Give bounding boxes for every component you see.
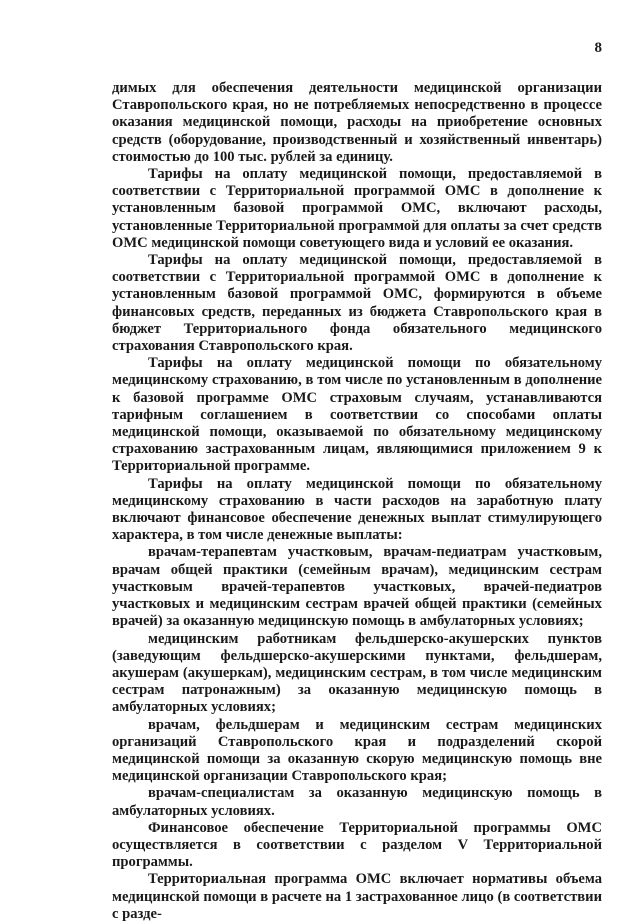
paragraph-additional-tariffs-expenses: Тарифы на оплату медицинской помощи, предоставляемой в соответствии с Территориальной программой ОМС в дополнение к установленным базовой программой ОМС, включают расходы, установленные Территориальной программой для оплаты за счет средств ОМС медицинской помощи советующего вида и условий ее оказания.: [112, 166, 602, 251]
paragraph-continuation: димых для обеспечения деятельности медицинской организации Ставропольского края, но не потребляемых непосредственно в процессе оказания медицинской помощи, расходы на приобретение основных средств (оборудование, производственный и хозяйственный инвентарь) стоимостью до 100 тыс. рублей за единицу.: [112, 80, 602, 165]
list-item-district-physicians: врачам-терапевтам участковым, врачам-педиатрам участковым, врачам общей практики (семейным врачам), медицинским сестрам участковым врачей-терапевтов участковых, врачей-педиатров участковых и медицинским сестрам врачей общей практики (семейных врачей) за оказанную медицинскую помощь в амбулаторных условиях;: [112, 544, 602, 630]
document-body: [112, 80, 602, 923]
list-item-feldsher-stations: медицинским работникам фельдшерско-акушерских пунктов (заведующим фельдшерско-акушерскими пунктами, фельдшерам, акушерам (акушеркам), медицинским сестрам, в том числе медицинским сестрам патронажным) за оказанную медицинскую помощь в амбулаторных условиях;: [112, 630, 602, 716]
paragraph-incentive-payments: Тарифы на оплату медицинской помощи по обязательному медицинскому страхованию в части расходов на заработную плату включают финансовое обеспечение денежных выплат стимулирующего характера, в том числе денежные выплаты:: [112, 475, 602, 544]
paragraph-tariff-agreement: Тарифы на оплату медицинской помощи по обязательному медицинскому страхованию, в том числе по установленным в дополнение к базовой программе ОМС страховым случаям, устанавливаются тарифным соглашением в соответствии со способами оплаты медицинской помощи, оказываемой по обязательному медицинскому страхованию застрахованным лицам, являющимися приложением 9 к Территориальной программе.: [112, 355, 602, 475]
paragraph-volume-standards: Территориальная программа ОМС включает нормативы объема медицинской помощи в расчете на 1 застрахованное лицо (в соответствии с разде-: [112, 871, 602, 922]
list-item-emergency-care: врачам, фельдшерам и медицинским сестрам медицинских организаций Ставропольского края и подразделений скорой медицинской помощи за оказанную скорую медицинскую помощь вне медицинской организации Ставропольского края;: [112, 716, 602, 785]
list-item-specialists: врачам-специалистам за оказанную медицинскую помощь в амбулаторных условиях.: [112, 785, 602, 819]
paragraph-financial-provision: Финансовое обеспечение Территориальной программы ОМС осуществляется в соответствии с разделом V Территориальной программы.: [112, 819, 602, 871]
page-number: 8: [594, 40, 602, 56]
paragraph-additional-tariffs-funding: Тарифы на оплату медицинской помощи, предоставляемой в соответствии с Территориальной программой ОМС в дополнение к установленным базовой программой ОМС, формируются в объеме финансовых средств, переданных из бюджета Ставропольского края в бюджет Территориального фонда обязательного медицинского страхования Ставропольского края.: [112, 252, 602, 355]
